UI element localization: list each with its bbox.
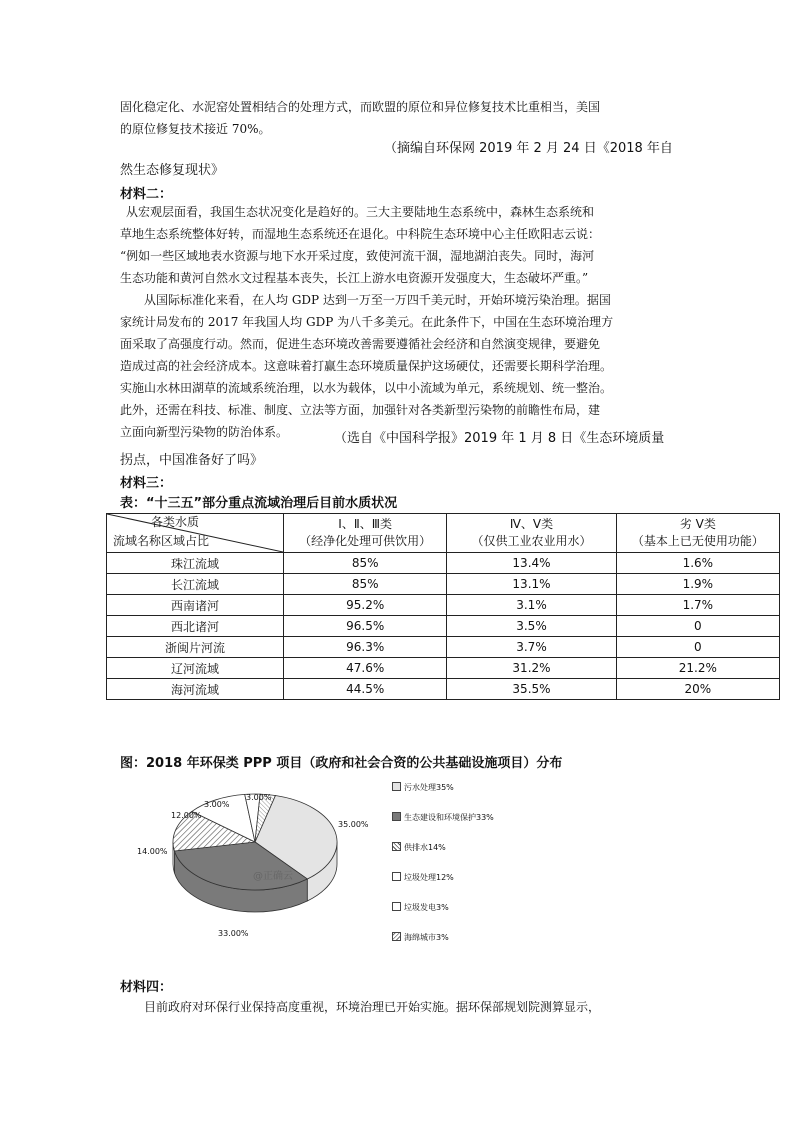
table-header-row (107, 514, 780, 553)
material-2-heading: 材料二： (120, 187, 173, 202)
cell: 20% (616, 679, 779, 700)
cell: 13.1% (447, 574, 616, 595)
body-line: 从国际标准化来看，在人均 GDP 达到一万至一万四千美元时，开始环境污染治理。据国 (144, 293, 611, 307)
cell: 1.7% (616, 595, 779, 616)
material-4-body: 目前政府对环保行业保持高度重视，环境治理已开始实施。据环保部规划院测算显示， (144, 1000, 601, 1014)
legend-label: 污水处理35% (404, 783, 454, 792)
legend-swatch (392, 932, 401, 941)
water-quality-table (106, 513, 780, 700)
legend-label: 垃圾处理12% (404, 873, 454, 882)
body-line: 草地生态系统整体好转，而湿地生态系统还在退化。中科院生态环境中心主任欧阳志云说： (120, 227, 601, 241)
material-2-body (120, 201, 676, 443)
legend-swatch (392, 782, 401, 791)
legend-item (392, 902, 494, 932)
chart-title: 图：2018 年环保类 PPP 项目（政府和社会合资的公共基础设施项目）分布 (120, 756, 563, 771)
cell: 85% (284, 574, 447, 595)
table-row (107, 679, 780, 700)
pie-chart (135, 780, 395, 950)
cell: 44.5% (284, 679, 447, 700)
body-line: 实施山水林田湖草的流域系统治理，以水为载体，以中小流域为单元，系统规划、统一整治。 (120, 381, 613, 395)
cell: 1.9% (616, 574, 779, 595)
table-row (107, 616, 780, 637)
cell: 1.6% (616, 553, 779, 574)
basin-name: 辽河流域 (107, 658, 284, 679)
cell: 31.2% (447, 658, 616, 679)
legend-item (392, 812, 494, 842)
chart-legend (392, 782, 494, 962)
legend-swatch (392, 842, 401, 851)
body-line: 从宏观层面看，我国生态状况变化是趋好的。三大主要陆地生态系统中，森林生态系统和 (126, 205, 595, 219)
pie-label: 3.00% (204, 800, 230, 809)
body-line: 此外，还需在科技、标准、制度、立法等方面，加强针对各类新型污染物的前瞻性布局，建 (120, 403, 601, 417)
source-citation-1-line2: 然生态修复现状》 (120, 163, 225, 178)
pie-label: 14.00% (137, 847, 168, 856)
pie-label: 3.00% (246, 793, 272, 802)
body-line: 生态功能和黄河自然水文过程基本丧失，长江上游水电资源开发强度大，生态破坏严重。” (120, 271, 589, 285)
legend-swatch (392, 902, 401, 911)
cell: 21.2% (616, 658, 779, 679)
table-row (107, 553, 780, 574)
basin-name: 西南诸河 (107, 595, 284, 616)
legend-item (392, 932, 494, 962)
material-4-heading: 材料四： (120, 980, 173, 995)
legend-label: 供排水14% (404, 843, 446, 852)
table-row (107, 658, 780, 679)
cell: 95.2% (284, 595, 447, 616)
cell: 3.7% (447, 637, 616, 658)
source-citation-1-line1: （摘编自环保网 2019 年 2 月 24 日《2018 年自 (384, 141, 673, 156)
source-citation-2-line1: （选自《中国科学报》2019 年 1 月 8 日《生态环境质量 (334, 431, 665, 446)
column-name: Ⅳ、Ⅴ类 (509, 517, 554, 531)
body-line: 造成过高的社会经济成本。这意味着打赢生态环境质量保护这场硬仗，还需要长期科学治理。 (120, 359, 613, 373)
material-3-heading: 材料三： (120, 476, 173, 491)
cell: 85% (284, 553, 447, 574)
pie-label: 35.00% (338, 820, 369, 829)
cell: 47.6% (284, 658, 447, 679)
legend-item (392, 842, 494, 872)
intro-line: 固化稳定化、水泥窑处置相结合的处理方式，而欧盟的原位和异位修复技术比重相当，美国 (120, 100, 601, 114)
legend-item (392, 872, 494, 902)
pie-label: 12.00% (171, 811, 202, 820)
body-line: “例如一些区域地表水资源与地下水开采过度，致使河流干涸，湿地湖泊丧失。同时，海河 (120, 249, 595, 263)
source-citation-2-line2: 拐点，中国准备好了吗》 (120, 453, 264, 468)
column-header (284, 514, 447, 553)
table-title: 表：“十三五”部分重点流域治理后目前水质状况 (120, 496, 398, 511)
legend-label: 生态建设和环境保护33% (404, 813, 494, 822)
basin-name: 西北诸河 (107, 616, 284, 637)
cell: 0 (616, 616, 779, 637)
corner-bottom-label: 流域名称区域占比 (113, 534, 210, 548)
column-name: 劣 Ⅴ类 (679, 517, 716, 531)
intro-text (120, 96, 676, 140)
basin-name: 长江流域 (107, 574, 284, 595)
corner-top-label: 各类水质 (151, 515, 200, 529)
intro-line: 的原位修复技术接近 70%。 (120, 122, 271, 136)
watermark: @正确云 (253, 871, 293, 882)
body-line: 面采取了高强度行动。然而，促进生态环境改善需要遵循社会经济和自然演变规律，要避免 (120, 337, 601, 351)
column-name: Ⅰ、Ⅱ、Ⅲ类 (338, 517, 393, 531)
column-note: （基本上已无使用功能） (631, 534, 764, 548)
cell: 3.1% (447, 595, 616, 616)
legend-swatch (392, 812, 401, 821)
column-header (447, 514, 616, 553)
legend-item (392, 782, 494, 812)
cell: 96.5% (284, 616, 447, 637)
legend-label: 垃圾发电3% (404, 903, 449, 912)
legend-label: 海绵城市3% (404, 933, 449, 942)
cell: 13.4% (447, 553, 616, 574)
basin-name: 浙闽片河流 (107, 637, 284, 658)
cell: 3.5% (447, 616, 616, 637)
cell: 0 (616, 637, 779, 658)
body-line: 家统计局发布的 2017 年我国人均 GDP 为八千多美元。在此条件下，中国在生态环境治理方 (120, 315, 614, 329)
cell: 35.5% (447, 679, 616, 700)
column-header (616, 514, 779, 553)
basin-name: 珠江流域 (107, 553, 284, 574)
table-row (107, 637, 780, 658)
table-row (107, 574, 780, 595)
basin-name: 海河流域 (107, 679, 284, 700)
cell: 96.3% (284, 637, 447, 658)
table-row (107, 595, 780, 616)
column-note: （经净化处理可供饮用） (299, 534, 432, 548)
legend-swatch (392, 872, 401, 881)
pie-label: 33.00% (218, 929, 249, 938)
body-line: 立面向新型污染物的防治体系。 (120, 425, 289, 439)
column-note: （仅供工业农业用水） (471, 534, 592, 548)
corner-header-cell (107, 514, 284, 553)
